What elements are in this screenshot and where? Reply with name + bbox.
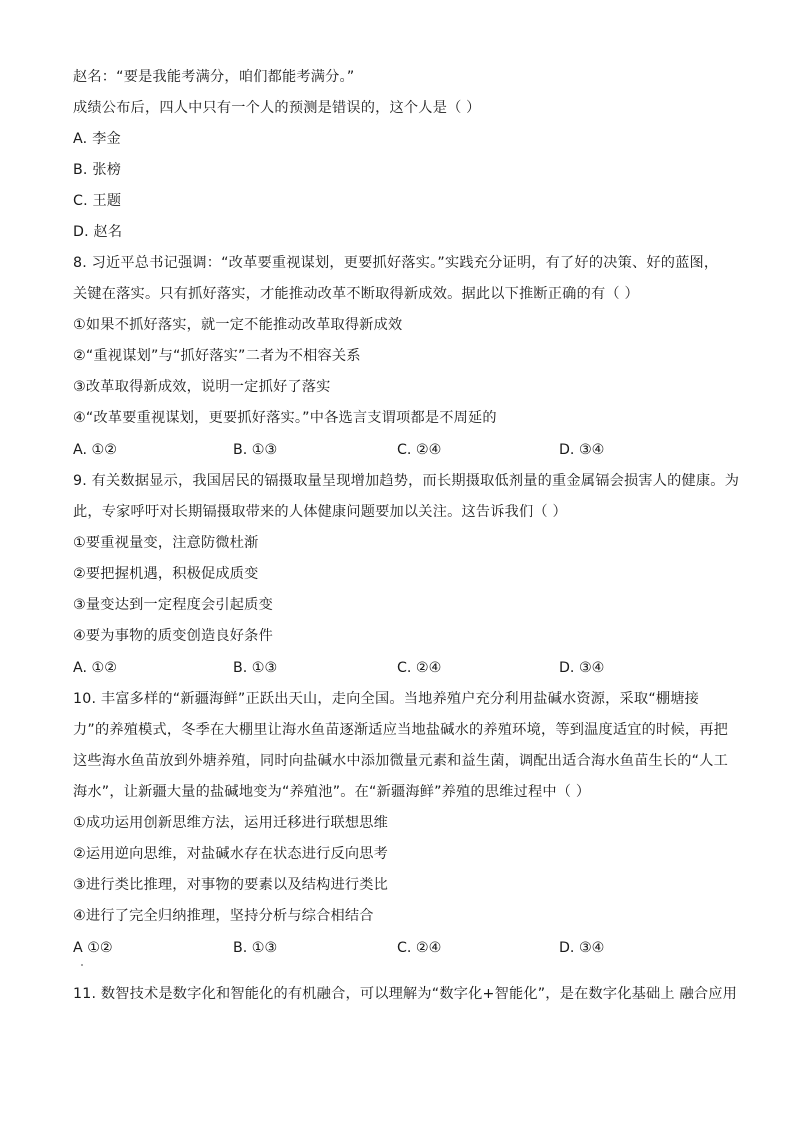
- question-10-stem: 力”的养殖模式，冬季在大棚里让海水鱼苗逐渐适应当地盐碱水的养殖环境，等到温度适宜的时候，再把: [73, 722, 728, 738]
- question-8-stem: 关键在落实。只有抓好落实，才能推动改革不断取得新成效。据此以下推断正确的有（ ）: [73, 286, 639, 302]
- statement-line: ③改革取得新成效，说明一定抓好了落实: [73, 379, 331, 395]
- option-b: B. ①③: [233, 660, 278, 676]
- option-b: B. ①③: [233, 940, 278, 956]
- option-line: C. 王题: [73, 193, 122, 209]
- option-d: D. ③④: [559, 660, 605, 676]
- option-a: A. ①②: [73, 442, 117, 458]
- statement-line: ②要把握机遇，积极促成质变: [73, 566, 259, 582]
- question-9-stem: 9. 有关数据显示，我国居民的镉摄取量呈现增加趋势，而长期摄取低剂量的重金属镉会损害人的健康。为: [73, 473, 740, 489]
- question-10-stem: 这些海水鱼苗放到外塘养殖，同时向盐碱水中添加微量元素和益生菌，调配出适合海水鱼苗生长的“人工: [73, 753, 728, 769]
- question-10-stem: 10. 丰富多样的“新疆海鲜”正跃出天山，走向全国。当地养殖户充分利用盐碱水资源，采取“棚塘接: [73, 691, 700, 707]
- option-a: A. ①②: [73, 660, 117, 676]
- option-d: D. ③④: [559, 442, 605, 458]
- option-a: A ①②: [73, 940, 113, 956]
- option-b: B. ①③: [233, 442, 278, 458]
- option-d: D. ③④: [559, 940, 605, 956]
- statement-line: ③进行类比推理，对事物的要素以及结构进行类比: [73, 877, 389, 893]
- statement-line: ③量变达到一定程度会引起质变: [73, 597, 273, 613]
- text-line: 赵名：“要是我能考满分，咱们都能考满分。”: [73, 69, 355, 85]
- statement-line: ②运用逆向思维，对盐碱水存在状态进行反向思考: [73, 846, 389, 862]
- statement-line: ①如果不抓好落实，就一定不能推动改革取得新成效: [73, 317, 403, 333]
- option-c: C. ②④: [397, 940, 442, 956]
- statement-line: ②“重视谋划”与“抓好落实”二者为不相容关系: [73, 348, 361, 364]
- question-11-stem: 11. 数智技术是数字化和智能化的有机融合，可以理解为“数字化+智能化”，是在数字化基础上 融合应用: [73, 986, 738, 1002]
- option-line: B. 张榜: [73, 162, 122, 178]
- question-10-stem: 海水”，让新疆大量的盐碱地变为“养殖池”。在“新疆海鲜”养殖的思维过程中（ ）: [73, 784, 591, 800]
- statement-line: ④“改革要重视谋划，更要抓好落实。”中各选言支谓项都是不周延的: [73, 410, 497, 426]
- question-9-stem: 此，专家呼吁对长期镉摄取带来的人体健康问题要加以关注。这告诉我们（ ）: [73, 504, 567, 520]
- option-c: C. ②④: [397, 442, 442, 458]
- statement-line: ①成功运用创新思维方法，运用迁移进行联想思维: [73, 815, 389, 831]
- option-line: D. 赵名: [73, 224, 123, 240]
- statement-line: ④进行了完全归纳推理，坚持分析与综合相结合: [73, 908, 374, 924]
- option-c: C. ②④: [397, 660, 442, 676]
- statement-line: ①要重视量变，注意防微杜渐: [73, 535, 259, 551]
- statement-line: ④要为事物的质变创造良好条件: [73, 628, 273, 644]
- option-line: A. 李金: [73, 131, 121, 147]
- text-line: 成绩公布后，四人中只有一个人的预测是错误的，这个人是（ ）: [73, 100, 481, 116]
- stray-mark: [81, 964, 83, 966]
- question-8-stem: 8. 习近平总书记强调：“改革要重视谋划，更要抓好落实。”实践充分证明，有了好的决策、好的蓝图，: [73, 255, 719, 271]
